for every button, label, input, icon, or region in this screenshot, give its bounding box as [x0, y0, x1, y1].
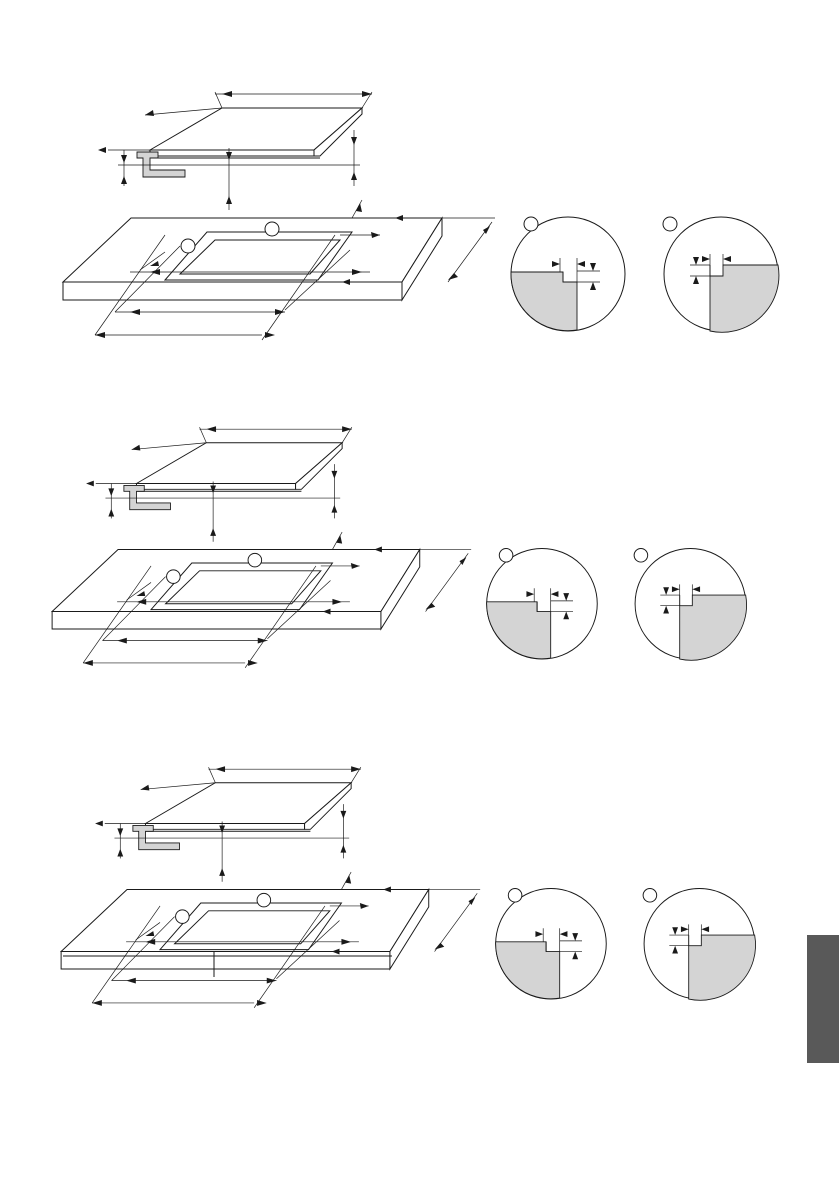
- chapter-side-tab: [807, 935, 839, 1063]
- installation-variant-3: [61, 766, 755, 1008]
- installation-variant-1: [63, 91, 779, 340]
- installation-variant-2: [52, 426, 746, 668]
